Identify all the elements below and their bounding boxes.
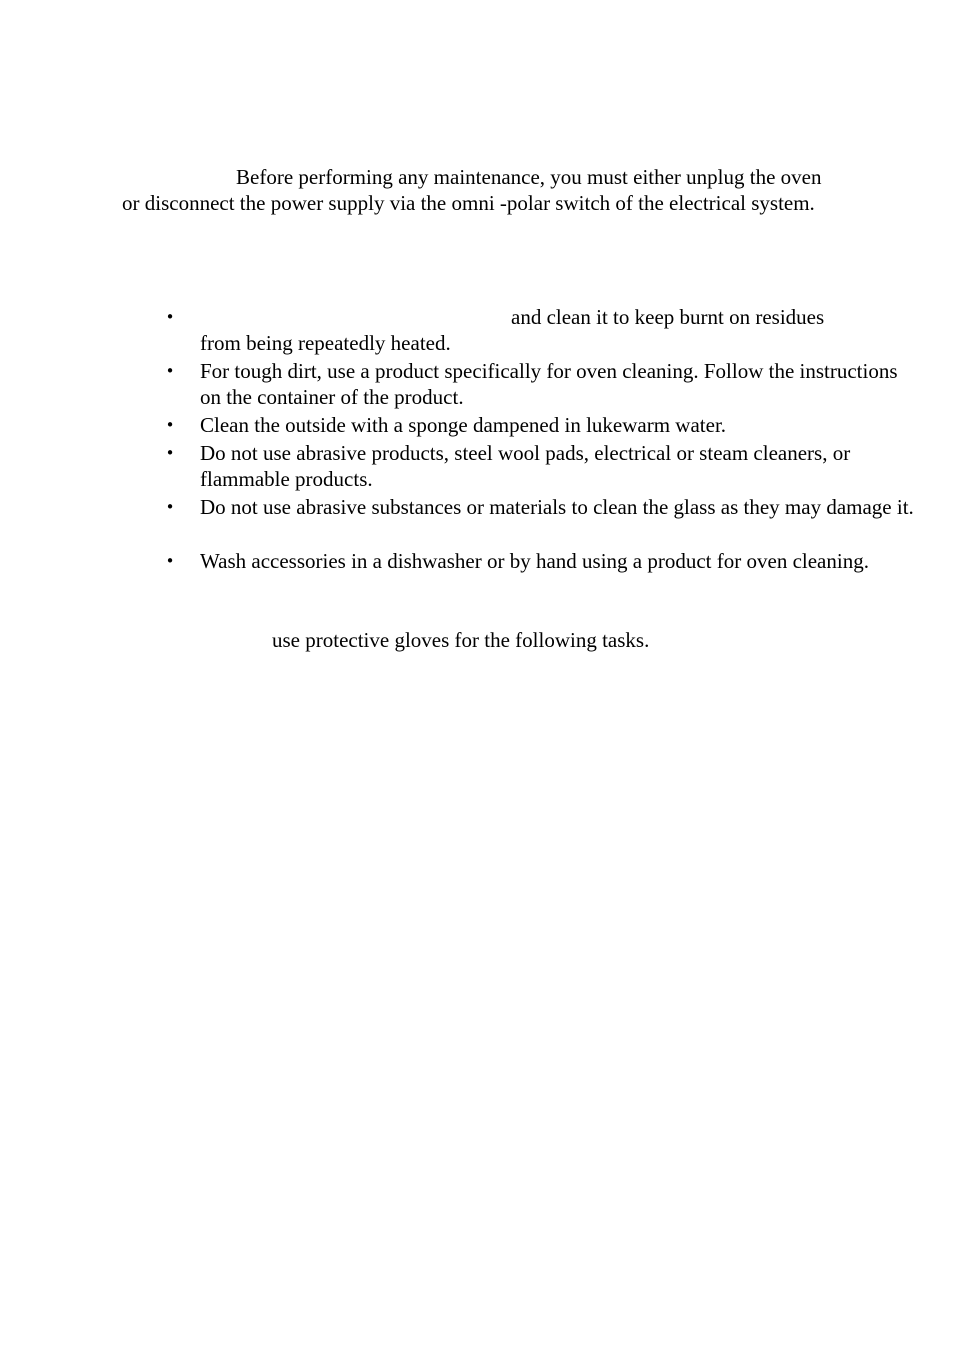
list-item: [165, 494, 920, 520]
list-item: [165, 548, 920, 574]
bullet-icon: •: [165, 416, 175, 434]
list-item: [165, 358, 920, 410]
list-item-text-continued: from being repeatedly heated.: [200, 331, 451, 355]
bullet-icon: •: [165, 308, 175, 326]
bullet-icon: •: [165, 498, 175, 516]
list-item: [165, 440, 920, 492]
bullet-icon: •: [165, 362, 175, 380]
bullet-icon: •: [165, 552, 175, 570]
list-item-text: and clean it to keep burnt on residues: [511, 305, 825, 329]
bullet-icon: •: [165, 444, 175, 462]
gloves-note: use protective gloves for the following tasks.: [272, 628, 650, 652]
list-item: [165, 412, 920, 438]
list-item-text: Wash accessories in a dishwasher or by hand using a product for oven cleaning.: [200, 549, 869, 573]
warning-text-line-1: Before performing any maintenance, you must either unplug the oven: [236, 165, 822, 189]
list-item-text: For tough dirt, use a product specifically for oven cleaning. Follow the instructions on the container of the product.: [200, 359, 898, 409]
list-item-text: Clean the outside with a sponge dampened in lukewarm water.: [200, 413, 727, 437]
list-item-text: Do not use abrasive products, steel wool pads, electrical or steam cleaners, or flammable products.: [200, 441, 851, 491]
warning-text-line-2: or disconnect the power supply via the omni -polar switch of the electrical system.: [122, 191, 815, 215]
list-item-text: Do not use abrasive substances or materials to clean the glass as they may damage it.: [200, 495, 914, 519]
